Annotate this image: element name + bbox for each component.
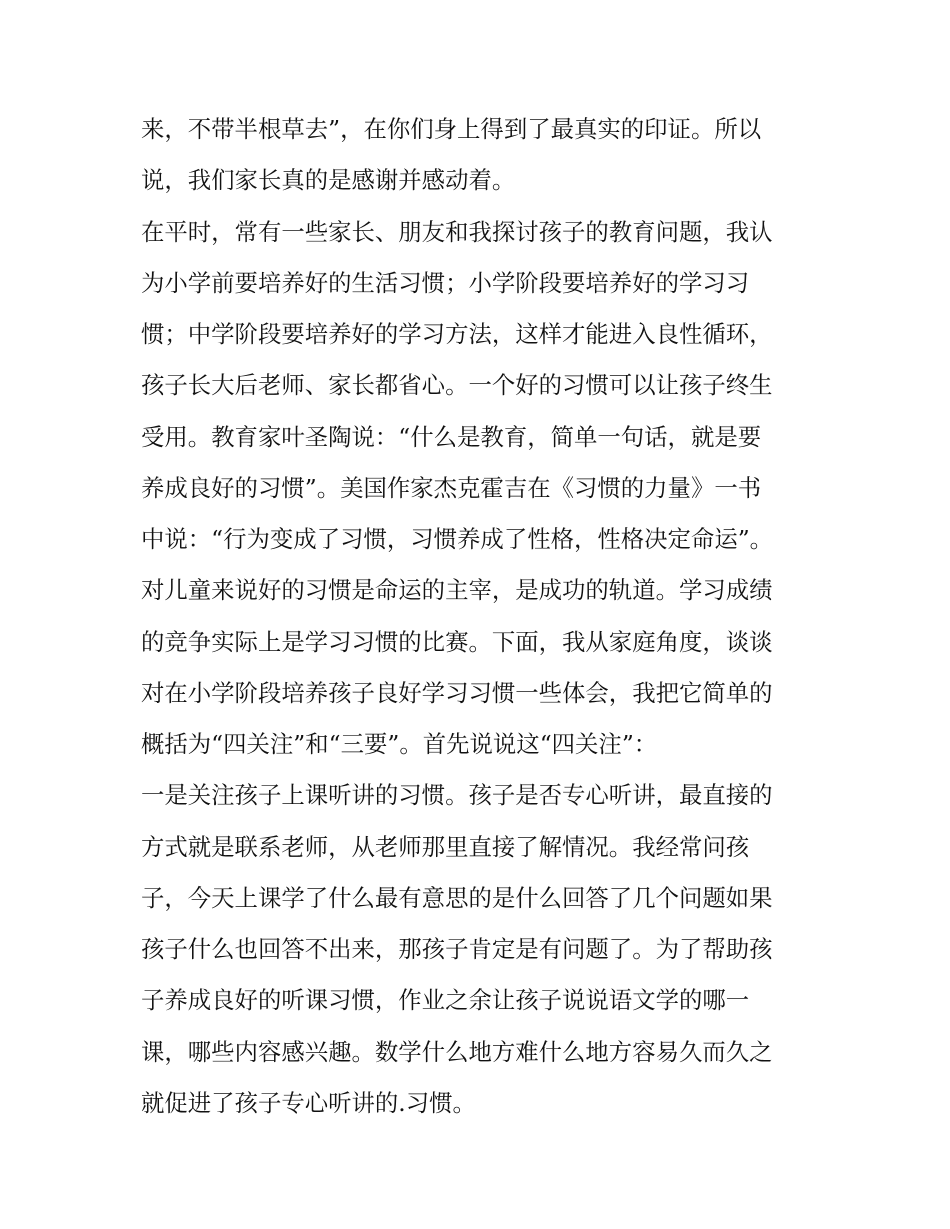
text-line: 一是关注孩子上课听讲的习惯。孩子是否专心听讲，最直接的 (141, 781, 773, 810)
text-line: 养成良好的习惯”。美国作家杰克霍吉在《习惯的力量》一书 (141, 473, 762, 502)
text-line: 对在小学阶段培养孩子良好学习习惯一些体会，我把它简单的 (141, 678, 773, 707)
text-line: 中说：“行为变成了习惯，习惯养成了性格，性格决定命运”。 (141, 525, 774, 553)
text-line: 子，今天上课学了什么最有意思的是什么回答了几个问题如果 (141, 883, 773, 912)
text-line: 惯；中学阶段要培养好的学习方法，这样才能进入良性循环， (141, 320, 773, 348)
text-line: 课，哪些内容感兴趣。数学什么地方难什么地方容易久而久之 (141, 1037, 773, 1066)
text-line: 概括为“四关注”和“三要”。首先说说这“四关注”： (141, 730, 658, 758)
text-line: 在平时，常有一些家长、朋友和我探讨孩子的教育问题，我认 (141, 217, 773, 246)
text-line: 来，不带半根草去”，在你们身上得到了最真实的印证。所以 (141, 115, 762, 143)
text-line: 孩子长大后老师、家长都省心。一个好的习惯可以让孩子终生 (141, 371, 773, 400)
text-line: 对儿童来说好的习惯是命运的主宰，是成功的轨道。学习成绩 (141, 576, 773, 605)
text-line: 受用。教育家叶圣陶说：“什么是教育，简单一句话，就是要 (141, 422, 762, 451)
text-line: 方式就是联系老师，从老师那里直接了解情况。我经常问孩 (141, 832, 750, 861)
text-line: 说，我们家长真的是感谢并感动着。 (141, 166, 516, 195)
text-line: 就促进了孩子专心听讲的.习惯。 (141, 1088, 476, 1117)
document-body-text (141, 104, 821, 1129)
text-line: 子养成良好的听课习惯，作业之余让孩子说说语文学的哪一 (141, 986, 750, 1015)
text-line: 的竞争实际上是学习习惯的比赛。下面，我从家庭角度，谈谈 (141, 627, 773, 656)
text-line: 为小学前要培养好的生活习惯；小学阶段要培养好的学习习 (141, 268, 750, 297)
text-line: 孩子什么也回答不出来，那孩子肯定是有问题了。为了帮助孩 (141, 935, 773, 963)
